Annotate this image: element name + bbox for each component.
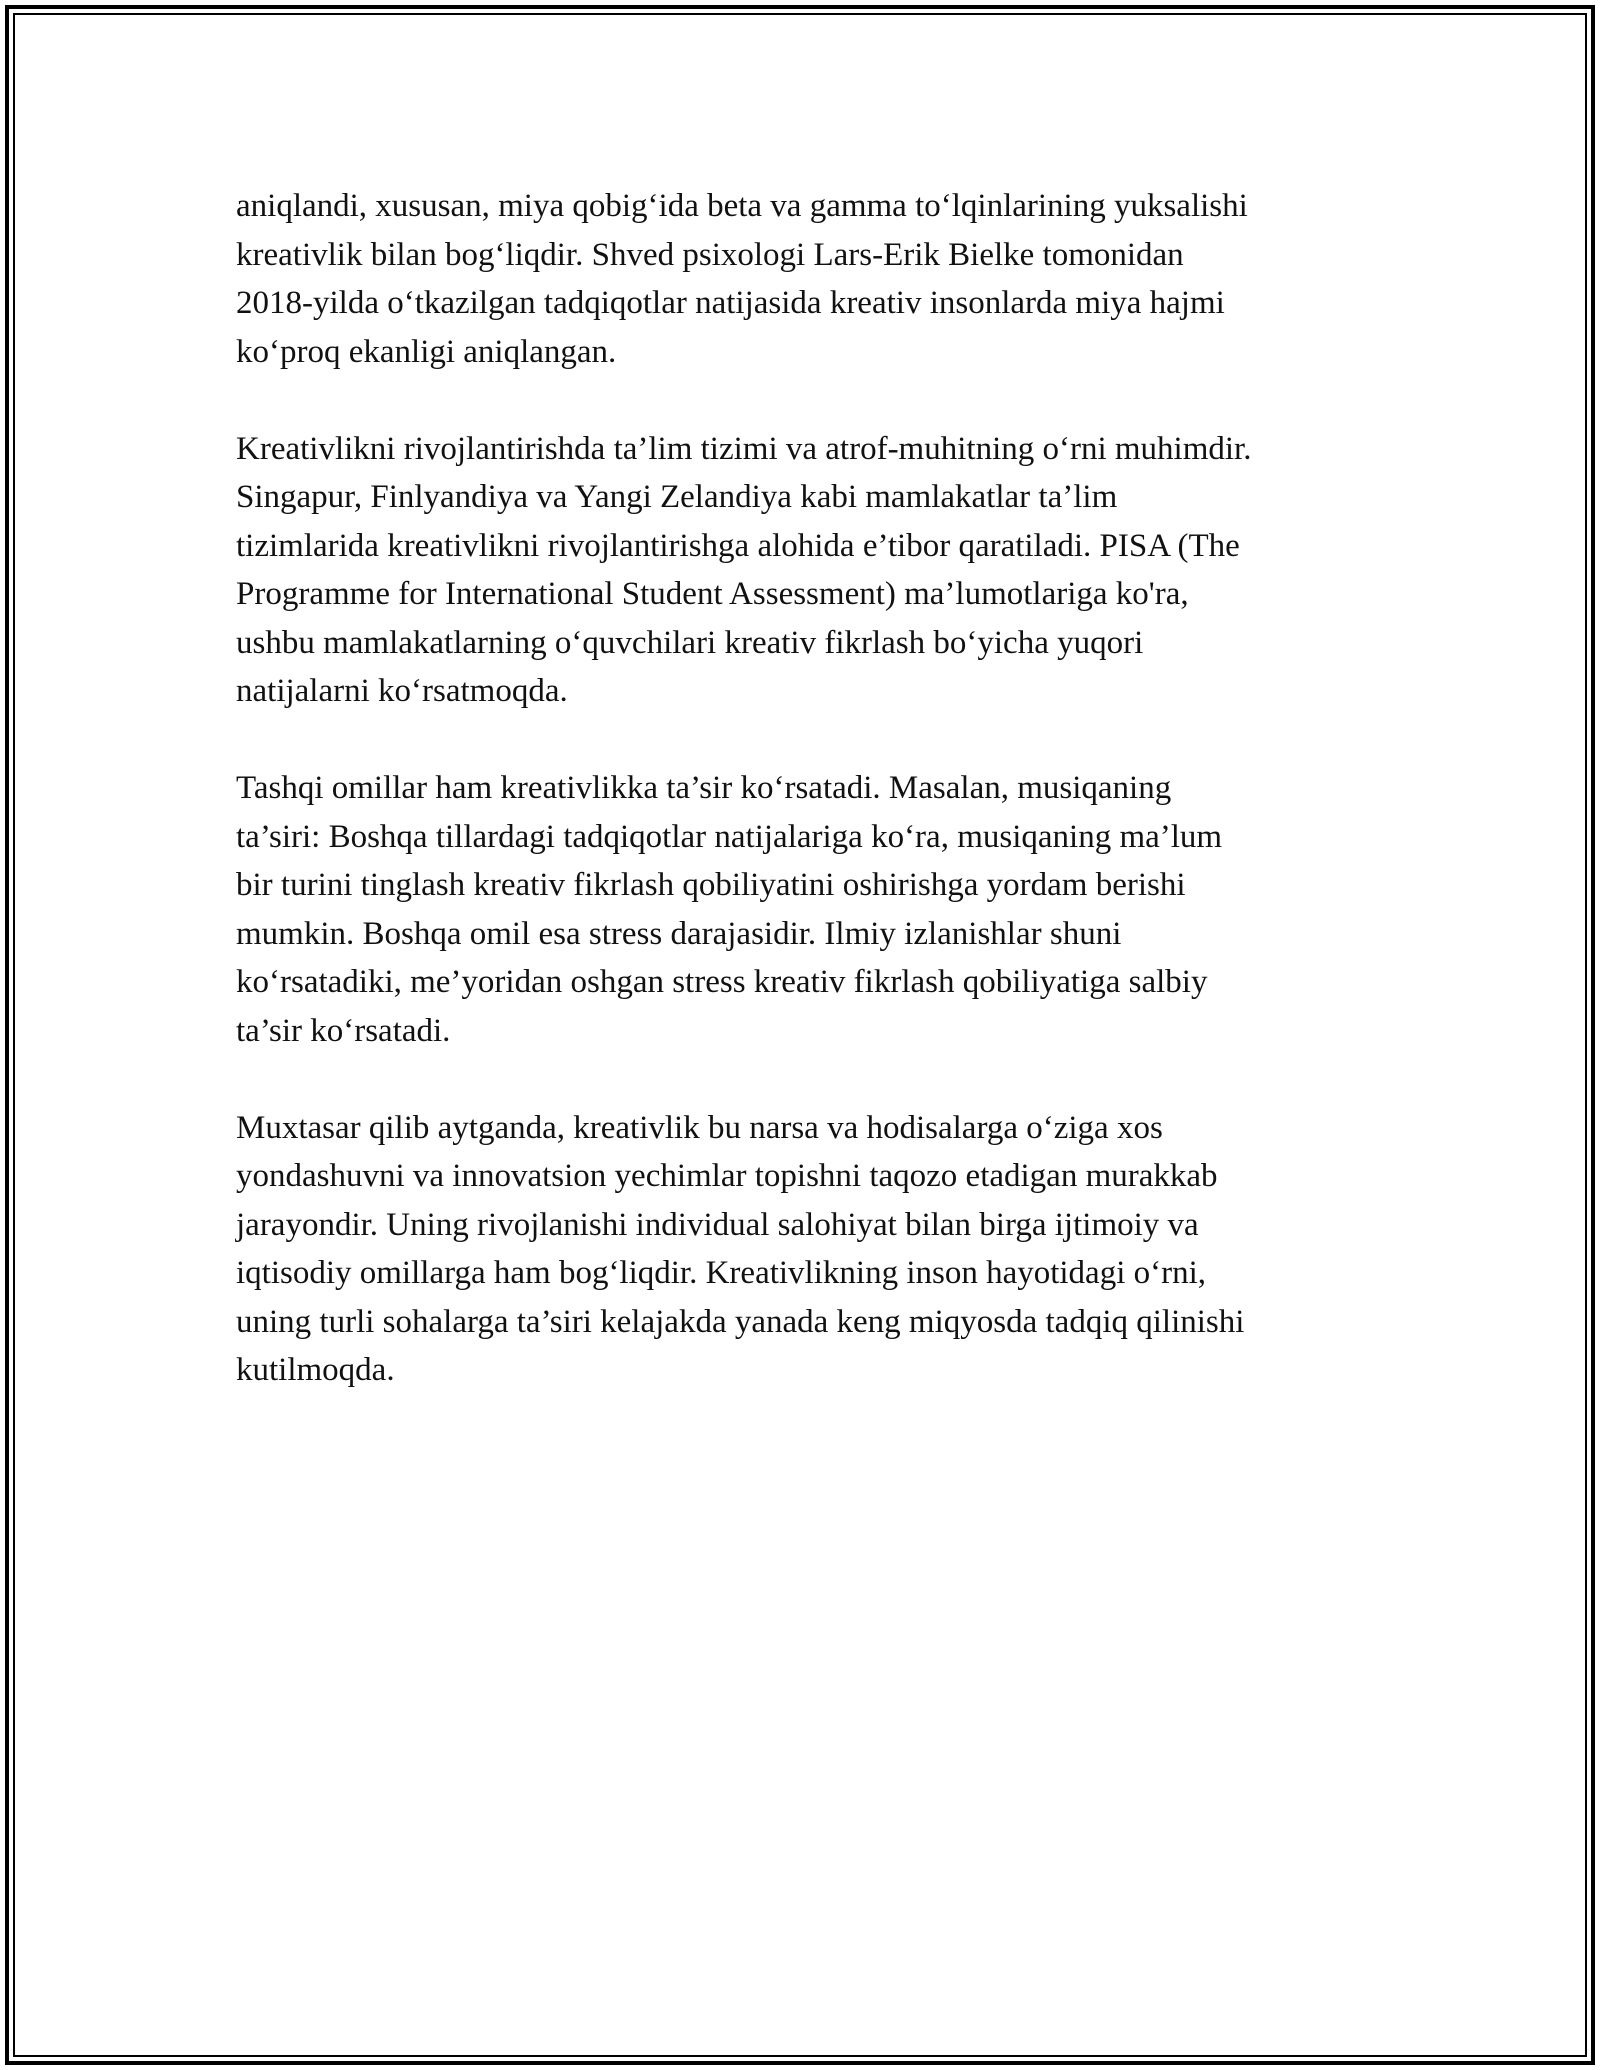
paragraph-conclusion: Muxtasar qilib aytganda, kreativlik bu narsa va hodisalarga o‘ziga xos yondashuvni va innovatsion yechimlar topishni taqozo etadigan murakkab jarayondir. Uning rivojlanishi individual salohiyat bilan birga ijtimoiy va iqtisodiy omillarga ham bog‘liqdir. Kreativlikning inson hayotidagi o‘rni, uning turli sohalarga ta’siri kelajakda yanada keng miqyosda tadqiq qilinishi kutilmoqda. xyxy=(236,1109,1245,1388)
paragraph-education-systems: Kreativlikni rivojlantirishda ta’lim tizimi va atrof-muhitning o‘rni muhimdir. Singapur, Finlyandiya va Yangi Zelandiya kabi mamlakatlar ta’lim tizimlarida kreativlikni rivojlantirishga alohida e’tibor qaratiladi. PISA (The Programme for International Student Assessment) ma’lumotlariga ko'ra, ushbu mamlakatlarning o‘quvchilari kreativ fikrlash bo‘yicha yuqori natijalarni ko‘rsatmoqda. xyxy=(236,430,1252,709)
paragraph-brain-waves: aniqlandi, xususan, miya qobig‘ida beta va gamma to‘lqinlarining yuksalishi kreativlik bilan bog‘liqdir. Shved psixologi Lars-Erik Bielke tomonidan 2018-yilda o‘tkazilgan tadqiqotlar natijasida kreativ insonlarda miya hajmi ko‘proq ekanligi aniqlangan. xyxy=(236,188,1248,370)
document-body xyxy=(236,182,1376,1443)
paragraph-external-factors: Tashqi omillar ham kreativlikka ta’sir ko‘rsatadi. Masalan, musiqaning ta’siri: Boshqa tillardagi tadqiqotlar natijalariga ko‘ra, musiqaning ma’lum bir turini tinglash kreativ fikrlash qobiliyatini oshirishga yordam berishi mumkin. Boshqa omil esa stress darajasidir. Ilmiy izlanishlar shuni ko‘rsatadiki, me’yoridan oshgan stress kreativ fikrlash qobiliyatiga salbiy ta’sir ko‘rsatadi. xyxy=(236,770,1223,1049)
